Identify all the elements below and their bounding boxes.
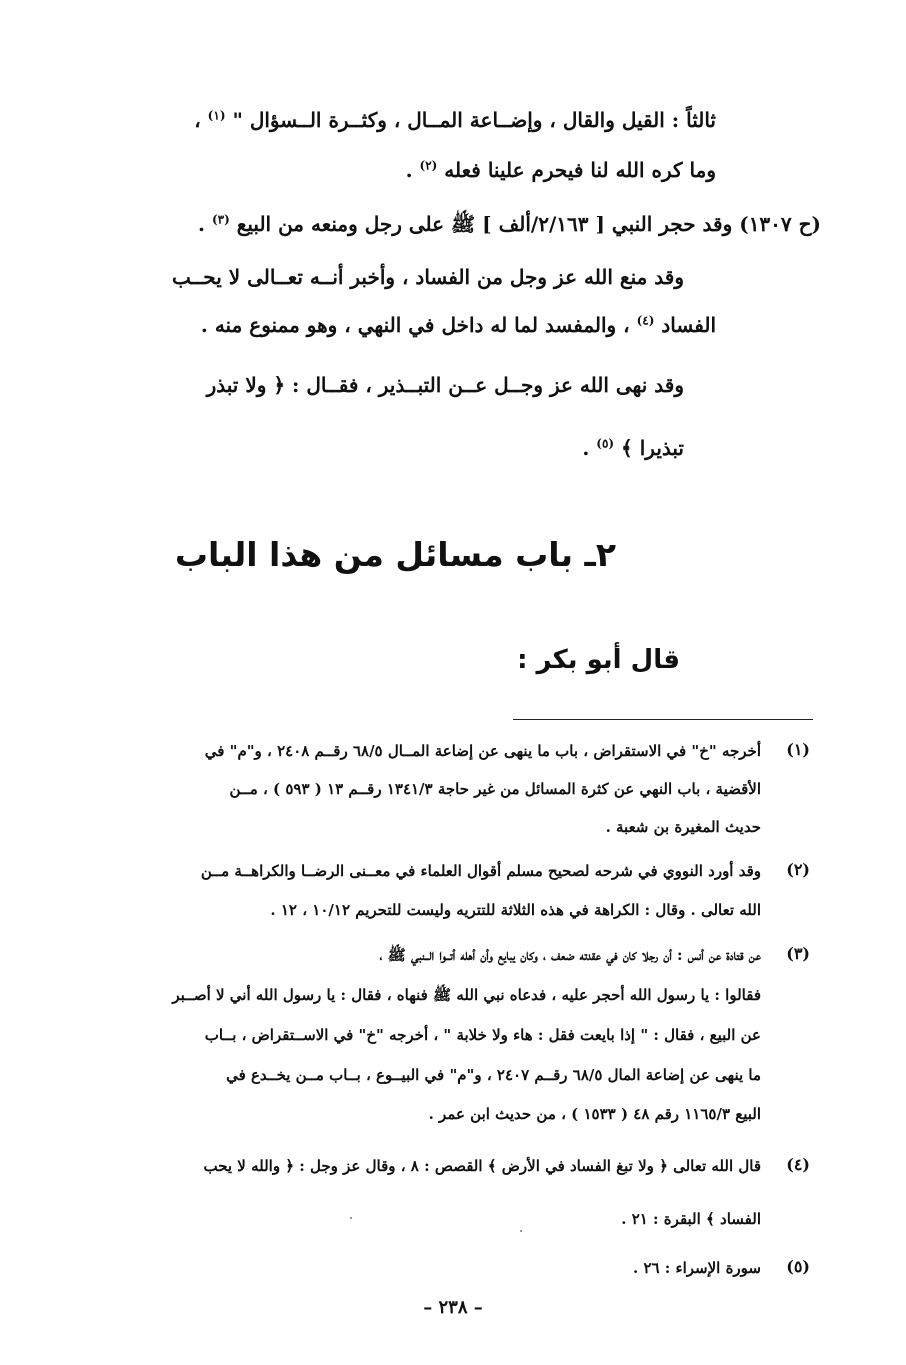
scan-speck [350,1217,352,1219]
footnote-2-line-2: الله تعالى . وقال : الكراهة في هذه الثلاثة للتتريه وليست للتحريم ١٠/١٢ ، ١٢ . [270,901,761,919]
footnote-number: (١) [786,740,810,759]
body-line-1 [194,108,716,132]
body-text: وقد نهى الله عز وجــل عــن التبــذير ، فقــال : ﴿ ولا تبذر [206,373,684,397]
footnote-ref[interactable]: (٣) [211,212,230,227]
footnote-3-line-1: عن قتادة عن أنس : أن رجلا كان في عقدته ضعف ، وكان يبايع وأن أهله أتــوا الــنبي ﷺ ، [379,946,761,964]
body-text: الفساد [654,313,716,337]
scan-speck [520,1230,522,1232]
footnote-ref[interactable]: (٥) [596,436,615,451]
body-text: ، والمفسد لما له داخل في النهي ، وهو ممنوع منه . [200,313,637,337]
footnote-number: (٢) [786,860,810,879]
footnote-ref[interactable]: (٤) [636,313,655,328]
footnote-4-line-2: الفساد ﴾ البقرة : ٢١ . [621,1210,761,1228]
body-text: وما كره الله لنا فيحرم علينا فعله [437,158,716,182]
footnote-number: (٤) [786,1155,810,1174]
body-line-6 [207,373,684,397]
body-line-4 [172,265,684,289]
section-heading: ٢ـ باب مسائل من هذا الباب [174,535,616,574]
body-text: . [405,158,420,182]
body-text: ثالثاً : القيل والقال ، وإضــاعة المــال ، وكثــرة الــسؤال " [225,108,716,132]
page-number: – ٢٣٨ – [423,1297,483,1318]
footnote-separator [513,719,813,720]
footnote-2-line-1: وقد أورد النووي في شرحه لصحيح مسلم أقوال العلماء في معــنى الرضــا والكراهــة مــن [200,862,761,880]
body-text: تبذيرا ﴾ [614,436,684,460]
body-line-2 [406,158,716,182]
footnote-1-line-2: الأقضية ، باب النهي عن كثرة المسائل من غير حاجة ١٣٤١/٣ رقــم ١٣ ( ٥٩٣ ) ، مــن [229,780,761,798]
footnote-5-line-1: سورة الإسراء : ٢٦ . [633,1259,761,1277]
footnote-1-line-1: أخرجه "خ" في الاستقراض ، باب ما ينهى عن إضاعة المــال ٦٨/٥ رقــم ٢٤٠٨ ، و"م" في [204,742,761,760]
body-line-3 [198,212,821,236]
body-text: ، [194,108,208,132]
footnote-ref[interactable]: (٢) [419,158,438,173]
body-text: وقد منع الله عز وجل من الفساد ، وأخبر أنــه تعــالى لا يحــب [171,265,684,289]
body-line-7 [582,436,684,460]
footnote-ref[interactable]: (١) [207,108,226,123]
footnote-number: (٣) [786,944,810,963]
footnote-3-line-4: ما ينهى عن إضاعة المال ٦٨/٥ رقــم ٢٤٠٧ ، و"م" في البيــوع ، بــاب مــن يخــدع في [226,1066,761,1084]
footnote-number: (٥) [786,1257,810,1276]
speaker-label: قال أبو بكر : [517,645,680,675]
body-line-5 [201,313,716,337]
footnote-4-line-1: قال الله تعالى ﴿ ولا تبغ الفساد في الأرض ﴾ القصص : ٨ ، وقال عز وجل : ﴿ والله لا يحب [203,1157,761,1175]
body-text: . [582,436,597,460]
footnote-3-line-3: عن البيع ، فقال : " إذا بايعت فقل : هاء ولا خلابة " ، أخرجه "خ" في الاســتقراض ، بــاب [204,1026,761,1044]
footnote-1-line-3: حديث المغيرة بن شعبة . [605,818,761,836]
footnote-3-line-5: البيع ١١٦٥/٣ رقم ٤٨ ( ١٥٣٣ ) ، من حديث ابن عمر . [428,1105,761,1123]
body-text: (ح ١٣٠٧) وقد حجر النبي [ ٢/١٦٣/ألف ] ﷺ على رجل ومنعه من البيع [229,212,821,236]
body-text: . [198,212,212,236]
footnote-3-line-2: فقالوا : يا رسول الله أحجر عليه ، فدعاه نبي الله ﷺ فنهاه ، فقال : يا رسول الله أني لا أصــبر [172,986,761,1004]
